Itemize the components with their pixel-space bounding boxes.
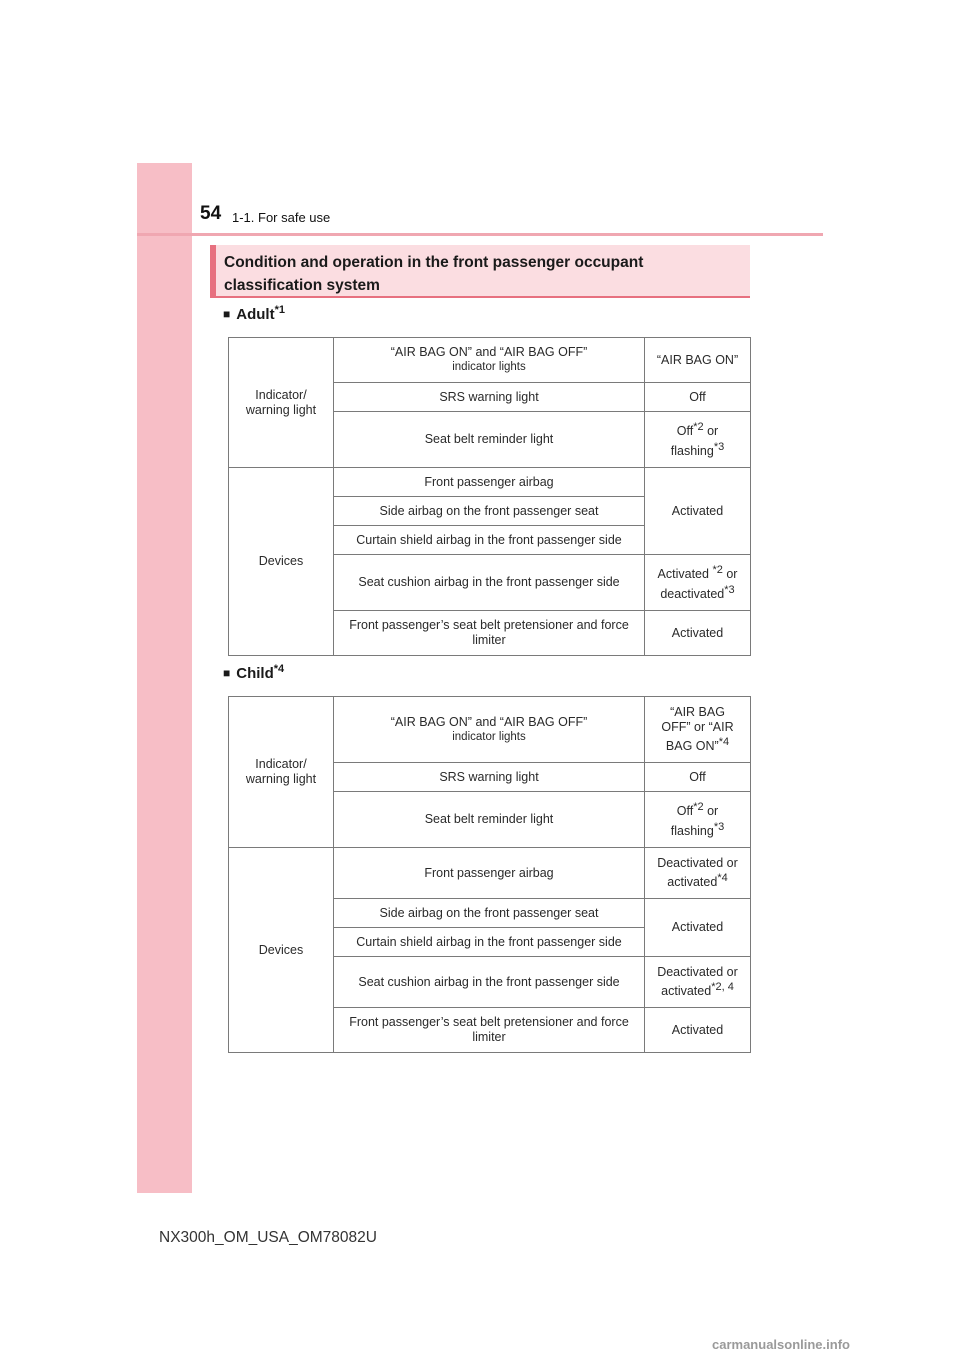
seatbelt-cell: Seat belt reminder light	[334, 792, 645, 848]
cushion-airbag-cell: Seat cushion airbag in the front passenger side	[334, 555, 645, 611]
value-text: Off	[676, 424, 694, 439]
value-text: BAG ON”	[665, 739, 719, 754]
side-color-strip	[137, 163, 192, 1193]
note-mark: *2	[712, 564, 723, 577]
cushion-airbag-cell: Seat cushion airbag in the front passenger side	[334, 957, 645, 1008]
curtain-airbag-cell: Curtain shield airbag in the front passenger side	[334, 526, 645, 555]
section-title: Condition and operation in the front passenger occupant classification system	[210, 245, 750, 298]
square-bullet-icon: ■	[223, 307, 231, 321]
value-text: “AIR BAG	[670, 704, 725, 719]
curtain-airbag-cell: Curtain shield airbag in the front passenger side	[334, 928, 645, 957]
value-text: activated	[661, 984, 712, 999]
square-bullet-icon: ■	[223, 666, 231, 680]
side-airbag-cell: Side airbag on the front passenger seat	[334, 899, 645, 928]
table-row	[229, 338, 751, 383]
pretensioner-value: Activated	[645, 1008, 751, 1053]
value-text: Off	[676, 804, 694, 819]
section-label: 1-1. For safe use	[232, 210, 331, 225]
srs-cell: SRS warning light	[334, 383, 645, 412]
seatbelt-value	[645, 792, 751, 848]
value-text: or	[703, 424, 719, 439]
note-mark: *3	[724, 583, 735, 596]
cushion-airbag-value	[645, 555, 751, 611]
pretensioner-cell	[334, 611, 645, 656]
front-airbag-cell: Front passenger airbag	[334, 468, 645, 497]
group-devices-cell: Devices	[229, 468, 334, 656]
value-text: Deactivated or	[657, 855, 738, 870]
pretensioner-label: Front passenger’s seat belt pretensioner and force	[349, 618, 629, 632]
group-activated-value: Activated	[645, 468, 751, 555]
indicator-lights-cell	[334, 697, 645, 763]
pretensioner-label-2: limiter	[472, 1030, 506, 1044]
pretensioner-label: Front passenger’s seat belt pretensioner and force	[349, 1015, 629, 1029]
indicator-lights-label: “AIR BAG ON” and “AIR BAG OFF”	[390, 345, 588, 359]
seatbelt-value	[645, 412, 751, 468]
front-airbag-value	[645, 848, 751, 899]
document-code: NX300h_OM_USA_OM78082U	[159, 1229, 377, 1246]
indicator-lights-sublabel: indicator lights	[452, 730, 526, 743]
note-mark: *3	[713, 440, 725, 453]
srs-cell: SRS warning light	[334, 763, 645, 792]
side-airbag-cell: Side airbag on the front passenger seat	[334, 497, 645, 526]
group-devices-cell: Devices	[229, 848, 334, 1053]
front-airbag-cell: Front passenger airbag	[334, 848, 645, 899]
pretensioner-label-2: limiter	[472, 633, 506, 647]
indicator-lights-value	[645, 697, 751, 763]
pretensioner-cell	[334, 1008, 645, 1053]
value-text: or	[722, 567, 738, 582]
value-text: Activated	[657, 567, 713, 582]
adult-table	[228, 337, 751, 656]
page-number: 54	[200, 203, 222, 224]
value-text: OFF” or “AIR	[661, 719, 734, 734]
indicator-lights-cell	[334, 338, 645, 383]
note-mark: *4	[717, 871, 728, 884]
watermark: carmanualsonline.info	[712, 1337, 850, 1352]
value-text: deactivated	[660, 586, 725, 601]
note-mark: *2	[693, 801, 704, 814]
value-text: flashing	[670, 823, 714, 838]
indicator-lights-value: “AIR BAG ON”	[645, 338, 751, 383]
seatbelt-cell: Seat belt reminder light	[334, 412, 645, 468]
side-curtain-value: Activated	[645, 899, 751, 957]
indicator-lights-label: “AIR BAG ON” and “AIR BAG OFF”	[390, 714, 588, 729]
note-mark: *3	[713, 820, 725, 833]
note-mark: *2, 4	[711, 980, 734, 993]
child-label: Child	[236, 665, 274, 682]
child-note: *4	[273, 663, 285, 675]
child-subhead	[223, 663, 284, 682]
note-mark: *2	[693, 421, 704, 434]
group-indicator-cell: Indicator/ warning light	[229, 697, 334, 848]
table-row	[229, 697, 751, 763]
adult-subhead	[223, 304, 285, 323]
cushion-airbag-value	[645, 957, 751, 1008]
group-indicator-cell: Indicator/ warning light	[229, 338, 334, 468]
srs-value: Off	[645, 383, 751, 412]
value-text: or	[703, 804, 719, 819]
header-rule	[137, 233, 823, 236]
child-table	[228, 696, 751, 1053]
value-text: Deactivated or	[657, 964, 738, 979]
adult-note: *1	[274, 304, 285, 316]
table-row	[229, 848, 751, 899]
table-row	[229, 468, 751, 497]
pretensioner-value: Activated	[645, 611, 751, 656]
note-mark: *4	[718, 735, 730, 748]
value-text: activated	[667, 875, 718, 890]
value-text: flashing	[670, 443, 714, 458]
adult-label: Adult	[236, 306, 275, 323]
indicator-lights-sublabel: indicator lights	[452, 361, 526, 373]
srs-value: Off	[645, 763, 751, 792]
